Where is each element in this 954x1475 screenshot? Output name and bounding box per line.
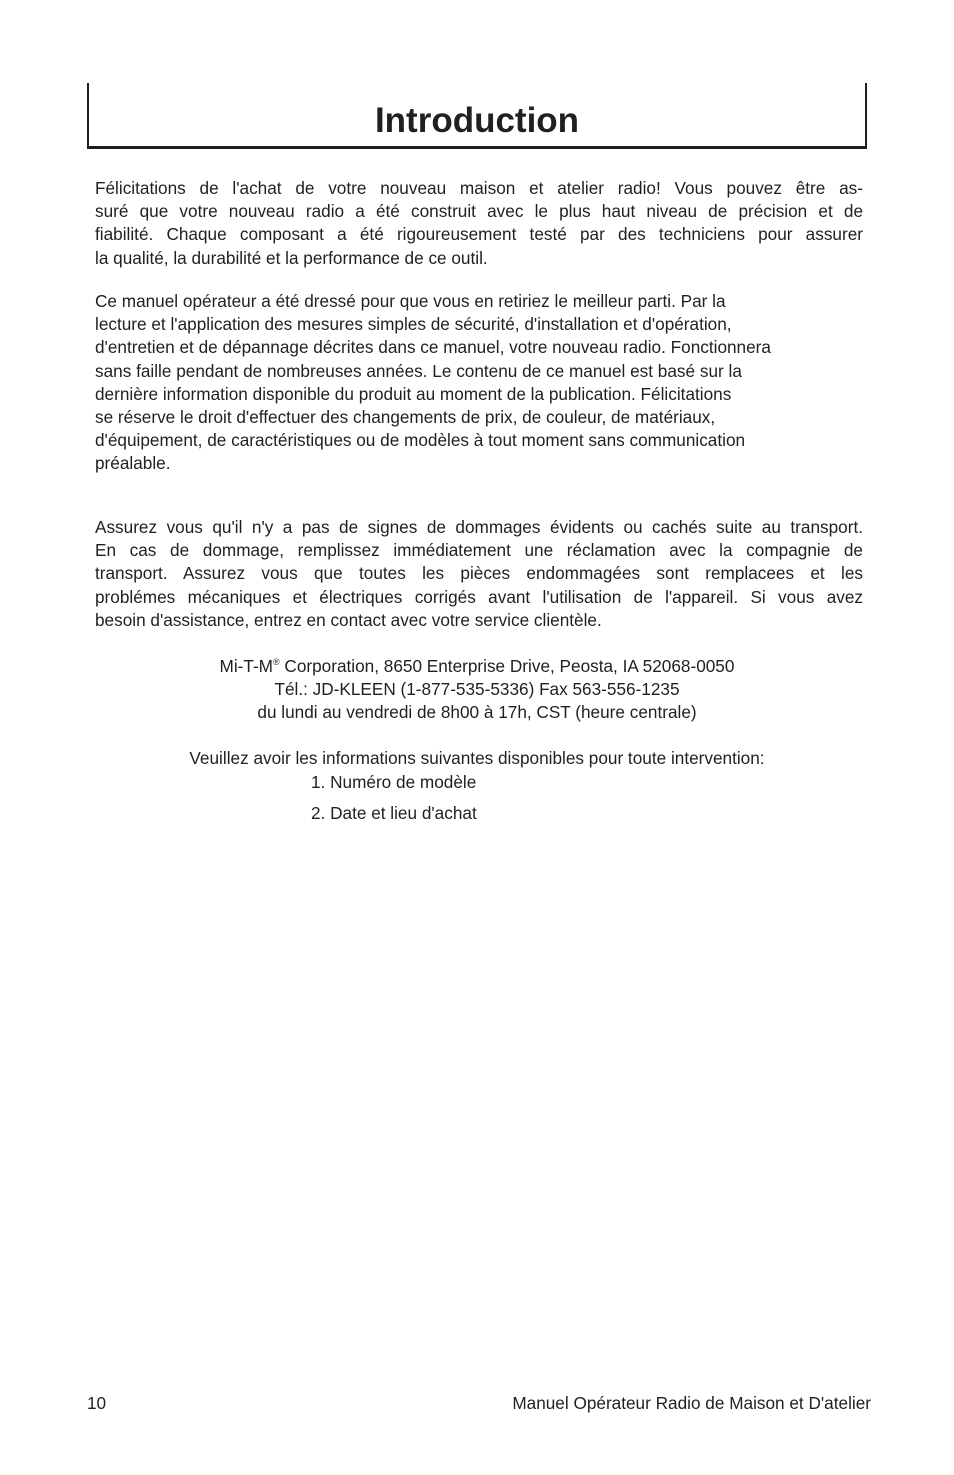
paragraph-line: la qualité, la durabilité et la performance de ce outil. [95,247,488,268]
contact-hours: du lundi au vendredi de 8h00 à 17h, CST (heure centrale) [257,702,697,723]
paragraph-line: besoin d'assistance, entrez en contact avec votre service clientèle. [95,609,602,630]
paragraph-line: préalable. [95,453,171,474]
paragraph-line: Assurez vous qu'il n'y a pas de signes de dommages évidents ou cachés suite au transport. [95,517,863,537]
paragraph-line: suré que votre nouveau radio a été construit avec le plus haut niveau de précision et de [95,201,863,222]
info-request-text: Veuillez avoir les informations suivantes disponibles pour toute intervention: [189,748,765,768]
contact-address [0,655,954,678]
paragraph-manual-purpose [95,290,863,476]
paragraph-line: sans faille pendant de nombreuses années. Le contenu de ce manuel est basé sur la [95,360,742,381]
paragraph-line: problémes mécaniques et électriques corrigés avant l'utilisation de l'appareil. Si vous avez [95,586,863,607]
paragraph-line: transport. Assurez vous que toutes les pièces endommagées sont remplacees et les [95,563,863,584]
paragraph-line: fiabilité. Chaque composant a été rigoureusement testé par des techniciens pour assurer [95,224,863,245]
page-title: Introduction [374,101,580,140]
list-item-purchase-date: 2. Date et lieu d'achat [311,803,477,823]
page-number: 10 [87,1393,107,1413]
paragraph-line: Félicitations de l'achat de votre nouveau maison et atelier radio! Vous pouvez être as- [95,178,863,198]
company-name: Mi-T-M [219,656,273,676]
info-request [0,747,954,770]
paragraph-shipping-damage [95,516,863,632]
contact-phone: Tél.: JD-KLEEN (1-877-535-5336) Fax 563-556-1235 [274,679,680,700]
paragraph-line: En cas de dommage, remplissez immédiatement une réclamation avec la compagnie de [95,540,863,561]
manual-title: Manuel Opérateur Radio de Maison et D'atelier [512,1393,871,1413]
list-item-model-number: 1. Numéro de modèle [311,772,477,792]
contact-block [0,655,954,725]
paragraph-line: d'équipement, de caractéristiques ou de modèles à tout moment sans communication [95,430,746,451]
paragraph-line: lecture et l'application des mesures simples de sécurité, d'installation et d'opération, [95,314,732,335]
registered-mark: ® [273,657,280,667]
paragraph-line: se réserve le droit d'effectuer des changements de prix, de couleur, de matériaux, [95,407,716,428]
paragraph-line: Ce manuel opérateur a été dressé pour que vous en retiriez le meilleur parti. Par la [95,291,726,311]
paragraph-line: dernière information disponible du produit au moment de la publication. Félicitations [95,383,732,404]
paragraph-line: d'entretien et de dépannage décrites dans ce manuel, votre nouveau radio. Fonctionnera [95,337,771,358]
paragraph-congratulations [95,177,863,270]
address-text: Corporation, 8650 Enterprise Drive, Peosta, IA 52068-0050 [279,656,735,676]
title-box [87,83,867,149]
